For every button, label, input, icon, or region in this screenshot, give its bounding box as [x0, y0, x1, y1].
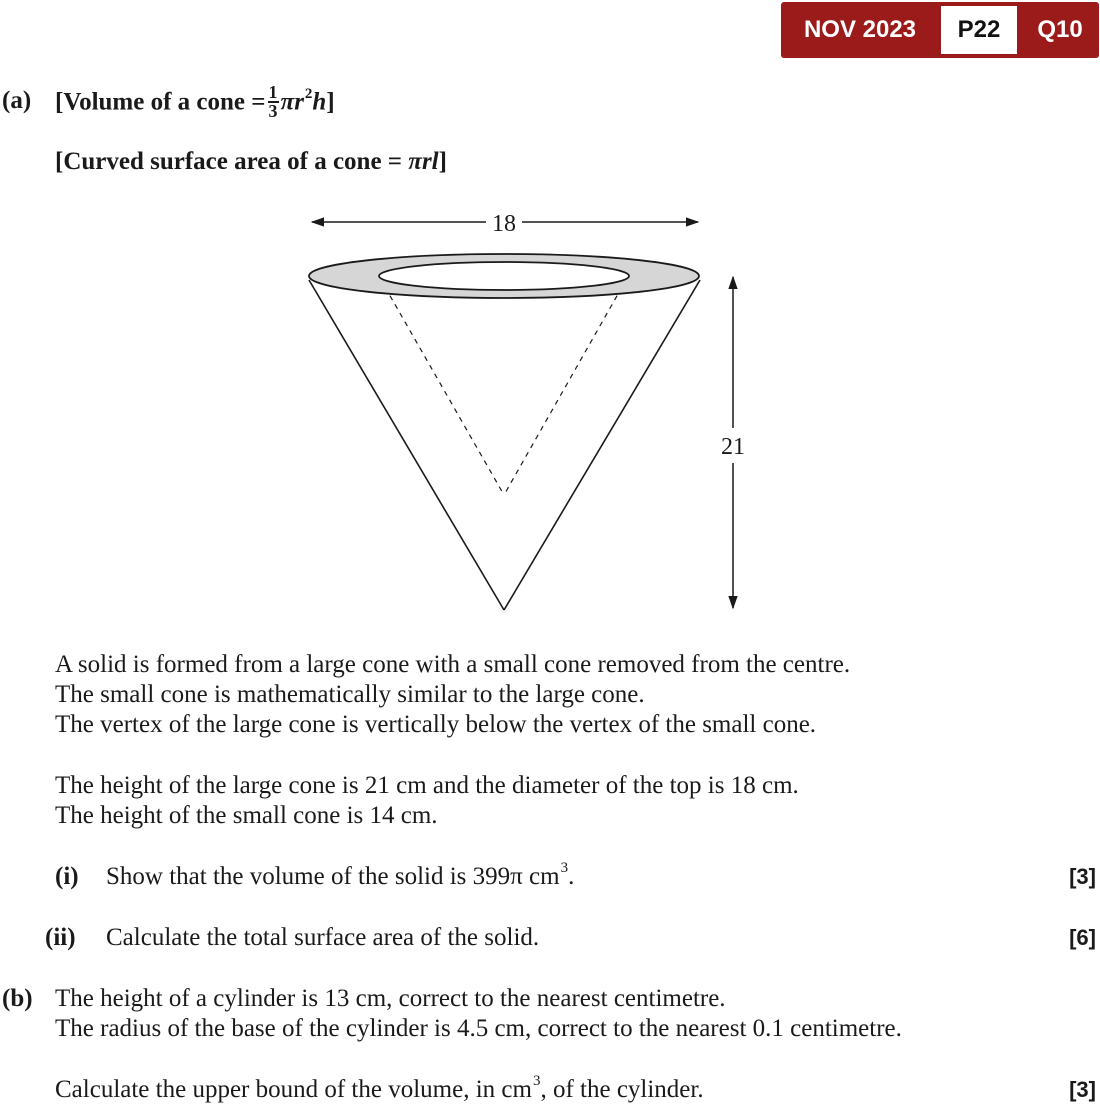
volume-formula-text: [Volume of a cone [55, 88, 246, 116]
large-cone-right-side [504, 280, 700, 610]
part-b-label: (b) [2, 985, 33, 1012]
squared-exponent: 2 [304, 85, 313, 102]
part-b-line-1: The height of a cylinder is 13 cm, correct to the nearest centimetre. [55, 985, 726, 1012]
diameter-dimension [312, 211, 698, 237]
diameter-label: 18 [492, 211, 516, 237]
part-ii-label: (ii) [45, 924, 76, 951]
curved-surface-formula-text: [Curved surface area of a cone [55, 148, 382, 175]
part-i-marks: [3] [1069, 864, 1096, 889]
small-cone-right-hidden-edge [504, 287, 622, 495]
description-line-2: The small cone is mathematically similar to the large cone. [55, 681, 645, 708]
part-b-question [55, 1075, 704, 1108]
part-i-label: (i) [55, 863, 79, 890]
pi-symbol: π [408, 148, 422, 175]
fraction-numerator: 1 [268, 82, 278, 102]
height-label: 21 [721, 434, 745, 460]
part-b-question-text: Calculate the upper bound of the volume, in cm [55, 1076, 532, 1103]
description-line-3: The vertex of the large cone is vertically below the vertex of the small cone. [55, 711, 817, 738]
curved-surface-formula-close: ] [438, 148, 447, 175]
curved-surface-formula-equals: = [387, 148, 403, 175]
fraction-denominator: 3 [268, 101, 278, 121]
part-i-full-stop: . [568, 863, 575, 890]
part-ii-marks: [6] [1069, 925, 1096, 950]
part-b-question-end: , of the cylinder. [540, 1076, 704, 1103]
part-a-label: (a) [2, 87, 32, 114]
cubed-exponent: 3 [560, 860, 569, 876]
part-ii-question: Calculate the total surface area of the solid. [106, 924, 540, 951]
radius-symbol: r [294, 88, 304, 116]
height-dimension [721, 277, 745, 608]
question-number-label: Q10 [1037, 16, 1083, 43]
part-b-marks: [3] [1069, 1077, 1096, 1102]
dimensions-line-1: The height of the large cone is 21 cm and the diameter of the top is 18 cm. [55, 772, 799, 799]
small-cone-opening [379, 262, 629, 290]
volume-formula-equals: = [251, 88, 266, 116]
small-cone-left-hidden-edge [385, 287, 504, 495]
part-i-question [106, 862, 574, 895]
dimensions-line-2: The height of the small cone is 14 cm. [55, 802, 438, 829]
description-line-1: A solid is formed from a large cone with a small cone removed from the centre. [55, 651, 851, 678]
exam-session-label: NOV 2023 [803, 16, 917, 43]
part-b-line-2: The radius of the base of the cylinder is 4.5 cm, correct to the nearest 0.1 centimetre. [55, 1015, 902, 1042]
volume-formula-close: ] [326, 88, 335, 116]
height-symbol: h [312, 88, 327, 116]
pi-symbol: π [280, 88, 295, 116]
part-i-text: Show that the volume of the solid is 399π cm [106, 863, 560, 890]
rl-symbols: rl [421, 148, 439, 175]
paper-number-label: P22 [941, 6, 1017, 54]
cubed-exponent: 3 [532, 1073, 541, 1089]
